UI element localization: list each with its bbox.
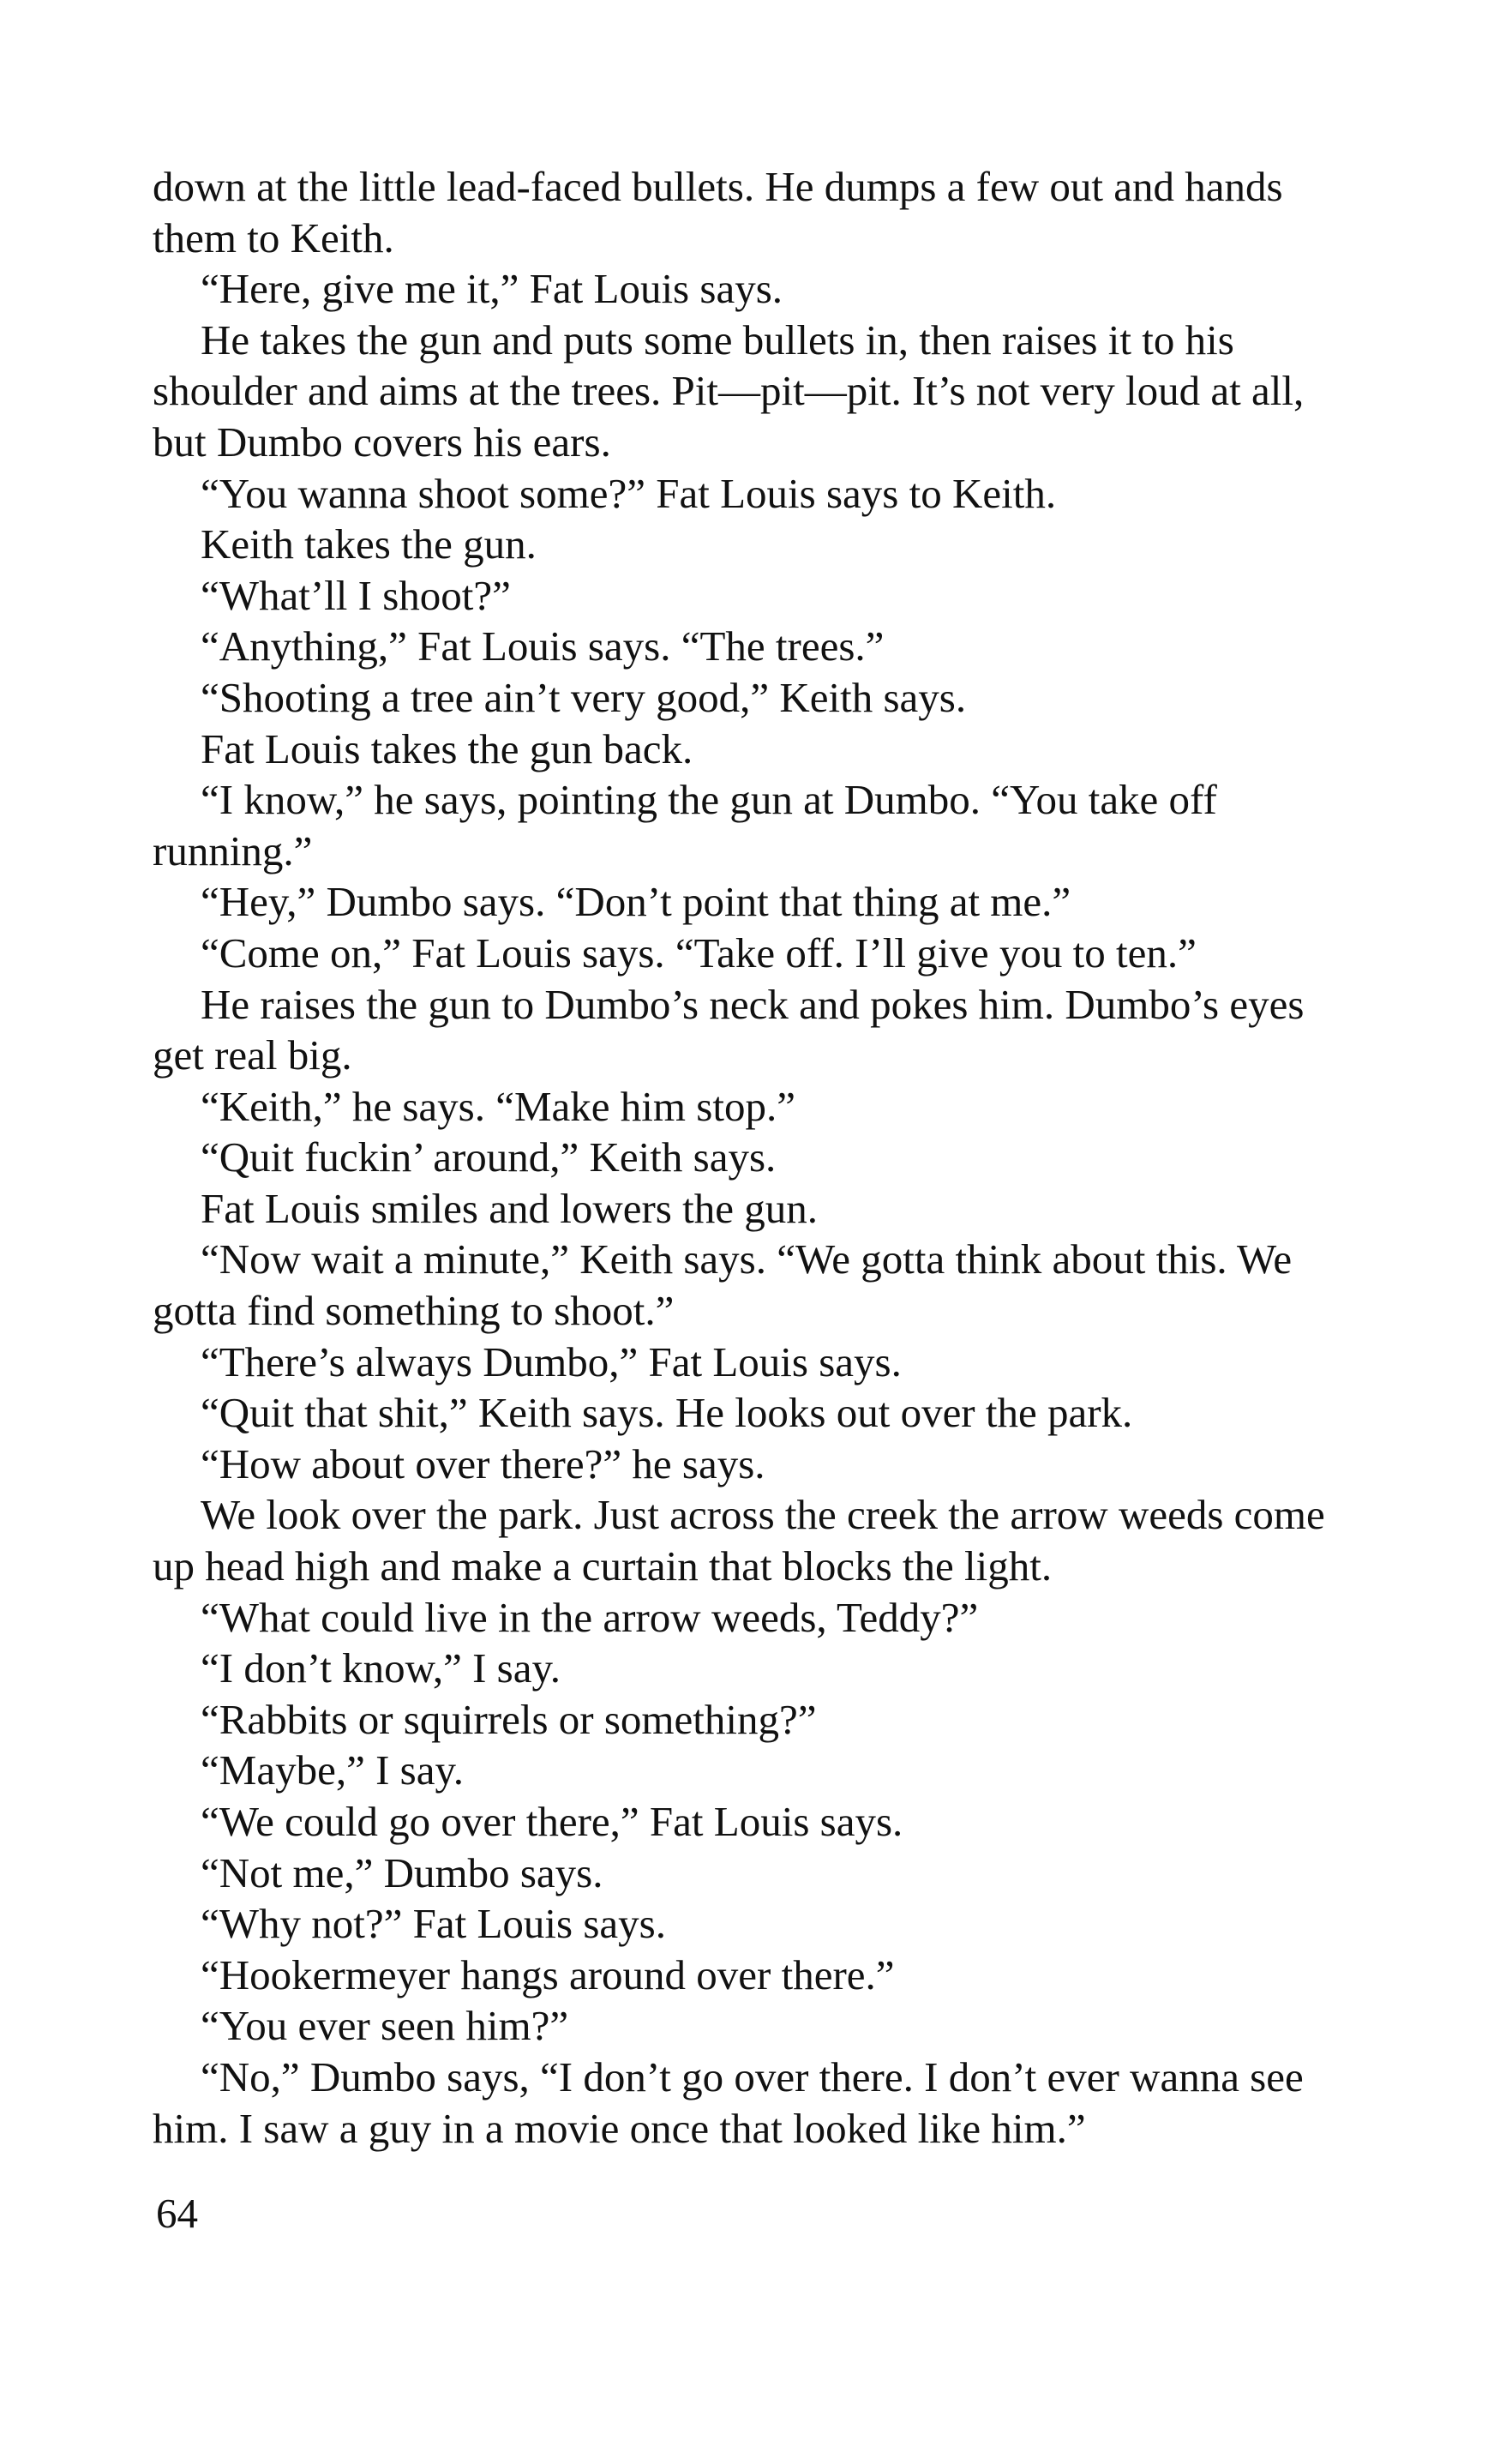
paragraph: “What’ll I shoot?” [201,571,511,619]
page-number: 64 [156,2190,198,2237]
paragraph: “I don’t know,” I say. [201,1644,561,1692]
paragraph: He raises the gun to Dumbo’s neck and pokes him. Dumbo’s eyes get real big. [153,980,1305,1079]
paragraph: “Anything,” Fat Louis says. “The trees.” [201,622,885,670]
paragraph: “What could live in the arrow weeds, Teddy?” [201,1593,979,1641]
paragraph: Fat Louis takes the gun back. [201,724,693,772]
paragraph: “We could go over there,” Fat Louis says. [201,1798,903,1845]
paragraph: “Why not?” Fat Louis says. [201,1900,666,1948]
paragraph: “Not me,” Dumbo says. [201,1848,603,1896]
paragraph: “Hey,” Dumbo says. “Don’t point that thing at me.” [201,878,1071,926]
paragraph: “Keith,” he says. “Make him stop.” [201,1082,795,1130]
paragraph: We look over the park. Just across the creek the arrow weeds come up head high and make a curtain that blocks the light. [153,1491,1325,1590]
paragraph: “Quit fuckin’ around,” Keith says. [201,1133,777,1181]
paragraph: “Hookermeyer hangs around over there.” [201,1950,895,1998]
paragraph: “How about over there?” he says. [201,1439,765,1487]
paragraph: down at the little lead-faced bullets. He dumps a few out and hands them to Keith. [153,163,1283,261]
paragraph: “Rabbits or squirrels or something?” [201,1695,817,1743]
paragraph: “No,” Dumbo says, “I don’t go over there. I don’t ever wanna see him. I saw a guy in a movie once that looked like him.” [153,2052,1304,2152]
paragraph: “Now wait a minute,” Keith says. “We gotta think about this. We gotta find something to shoot.” [153,1235,1293,1335]
paragraph: “Here, give me it,” Fat Louis says. [201,265,783,313]
paragraph: Keith takes the gun. [201,520,537,568]
paragraph: He takes the gun and puts some bullets in, then raises it to his shoulder and aims at the trees. Pit—pit—pit. It’s not very loud at all, but Dumbo covers his ears. [153,316,1305,466]
paragraph: Fat Louis smiles and lowers the gun. [201,1184,818,1232]
paragraph: “Shooting a tree ain’t very good,” Keith says. [201,673,967,721]
paragraph: “Maybe,” I say. [201,1746,465,1794]
paragraph: “Quit that shit,” Keith says. He looks out over the park. [201,1389,1133,1437]
paragraph: “Come on,” Fat Louis says. “Take off. I’ll give you to ten.” [201,929,1197,977]
paragraph: “There’s always Dumbo,” Fat Louis says. [201,1337,902,1385]
body-text [153,161,1353,2154]
paragraph: “You wanna shoot some?” Fat Louis says to Keith. [201,469,1057,517]
paragraph: “You ever seen him?” [201,2002,569,2050]
paragraph: “I know,” he says, pointing the gun at Dumbo. “You take off running.” [153,776,1217,874]
